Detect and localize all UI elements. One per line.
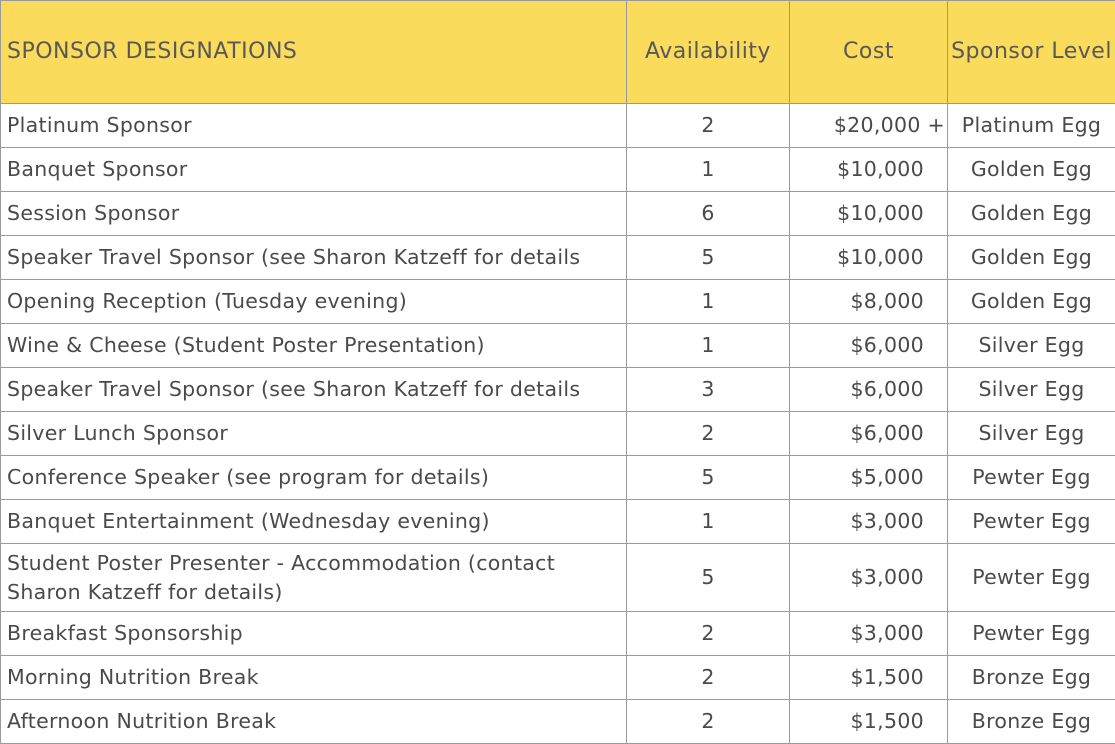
availability-cell: 2	[627, 700, 790, 744]
table-row	[1, 456, 1115, 500]
level-cell: Golden Egg	[948, 280, 1115, 324]
designation-cell: Breakfast Sponsorship	[1, 612, 627, 656]
table-row	[1, 656, 1115, 700]
cost-cell: $1,500	[790, 656, 948, 700]
designation-cell: Speaker Travel Sponsor (see Sharon Katzeff for details	[1, 236, 627, 280]
level-cell: Silver Egg	[948, 368, 1115, 412]
designation-cell: Session Sponsor	[1, 192, 627, 236]
level-cell: Pewter Egg	[948, 544, 1115, 612]
availability-cell: 2	[627, 412, 790, 456]
table-row	[1, 700, 1115, 744]
level-cell: Silver Egg	[948, 324, 1115, 368]
availability-cell: 1	[627, 324, 790, 368]
table-row	[1, 280, 1115, 324]
cost-cell: $6,000	[790, 368, 948, 412]
designation-cell: Banquet Entertainment (Wednesday evening)	[1, 500, 627, 544]
cost-cell: $8,000	[790, 280, 948, 324]
table-row	[1, 544, 1115, 612]
availability-cell: 5	[627, 544, 790, 612]
designation-cell: Morning Nutrition Break	[1, 656, 627, 700]
table-row	[1, 236, 1115, 280]
designation-cell: Student Poster Presenter - Accommodation (contact Sharon Katzeff for details)	[1, 544, 627, 612]
level-cell: Silver Egg	[948, 412, 1115, 456]
table-row	[1, 104, 1115, 148]
header-sponsor-level: Sponsor Level	[948, 1, 1115, 104]
level-cell: Platinum Egg	[948, 104, 1115, 148]
table-row	[1, 500, 1115, 544]
table-row	[1, 368, 1115, 412]
cost-cell: $6,000	[790, 324, 948, 368]
designation-cell: Afternoon Nutrition Break	[1, 700, 627, 744]
level-cell: Golden Egg	[948, 148, 1115, 192]
cost-cell: $20,000 +	[790, 104, 948, 148]
cost-cell: $6,000	[790, 412, 948, 456]
cost-cell: $10,000	[790, 192, 948, 236]
table-row	[1, 148, 1115, 192]
availability-cell: 6	[627, 192, 790, 236]
level-cell: Bronze Egg	[948, 700, 1115, 744]
availability-cell: 1	[627, 500, 790, 544]
cost-cell: $1,500	[790, 700, 948, 744]
level-cell: Bronze Egg	[948, 656, 1115, 700]
header-availability: Availability	[627, 1, 790, 104]
cost-cell: $3,000	[790, 544, 948, 612]
designation-cell: Wine & Cheese (Student Poster Presentation)	[1, 324, 627, 368]
availability-cell: 5	[627, 456, 790, 500]
availability-cell: 2	[627, 104, 790, 148]
header-row	[1, 1, 1115, 104]
table-row	[1, 412, 1115, 456]
designation-cell: Silver Lunch Sponsor	[1, 412, 627, 456]
availability-cell: 1	[627, 148, 790, 192]
header-sponsor-designations: SPONSOR DESIGNATIONS	[1, 1, 627, 104]
cost-cell: $10,000	[790, 148, 948, 192]
cost-cell: $10,000	[790, 236, 948, 280]
level-cell: Pewter Egg	[948, 456, 1115, 500]
designation-cell: Conference Speaker (see program for details)	[1, 456, 627, 500]
designation-cell: Banquet Sponsor	[1, 148, 627, 192]
designation-cell: Opening Reception (Tuesday evening)	[1, 280, 627, 324]
availability-cell: 1	[627, 280, 790, 324]
designation-cell: Speaker Travel Sponsor (see Sharon Katzeff for details	[1, 368, 627, 412]
designation-cell: Platinum Sponsor	[1, 104, 627, 148]
level-cell: Pewter Egg	[948, 612, 1115, 656]
table-row	[1, 192, 1115, 236]
cost-cell: $5,000	[790, 456, 948, 500]
header-cost: Cost	[790, 1, 948, 104]
availability-cell: 2	[627, 612, 790, 656]
availability-cell: 3	[627, 368, 790, 412]
cost-cell: $3,000	[790, 500, 948, 544]
cost-cell: $3,000	[790, 612, 948, 656]
availability-cell: 5	[627, 236, 790, 280]
availability-cell: 2	[627, 656, 790, 700]
level-cell: Pewter Egg	[948, 500, 1115, 544]
level-cell: Golden Egg	[948, 236, 1115, 280]
level-cell: Golden Egg	[948, 192, 1115, 236]
table-row	[1, 324, 1115, 368]
table-row	[1, 612, 1115, 656]
